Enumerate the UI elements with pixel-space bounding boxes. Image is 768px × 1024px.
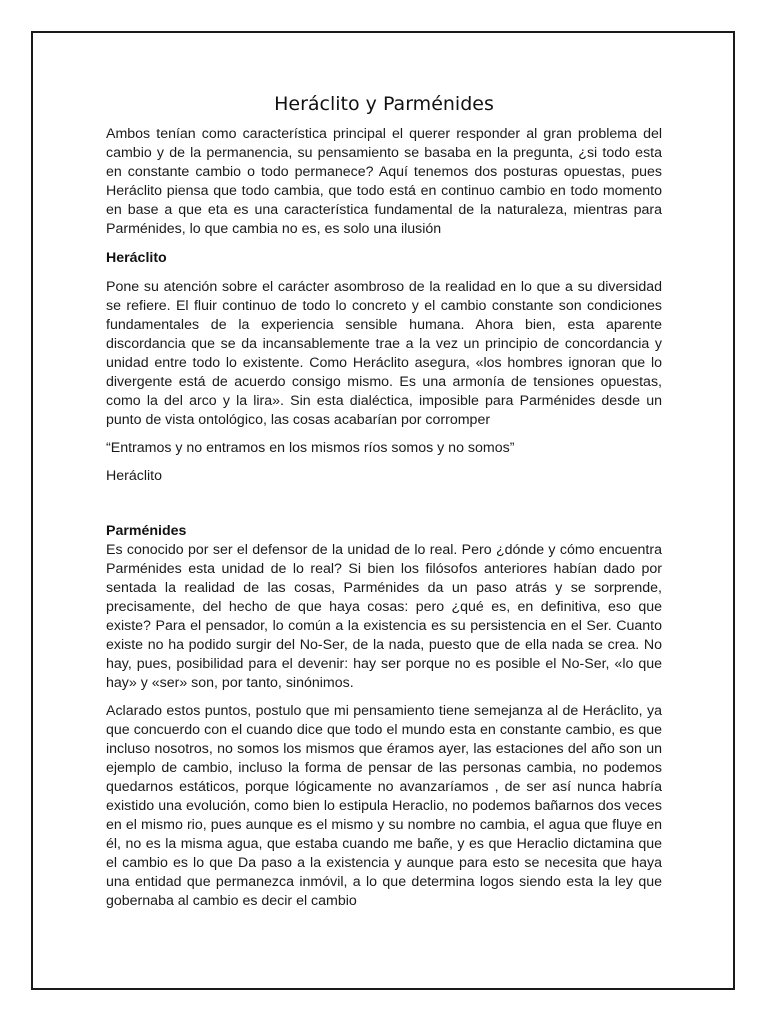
- document-title: Heráclito y Parménides: [274, 93, 494, 115]
- heraclito-heading: Heráclito: [106, 250, 167, 266]
- parmenides-paragraph: Es conocido por ser el defensor de la unidad de lo real. Pero ¿dónde y cómo encuentra Parménides esta unidad de lo real? Si bien los filósofos anteriores habían dado por sentada la realidad de las cosas, Parménides da un paso atrás y se sorprende, precisamente, del hecho de que haya cosas: pero ¿qué es, en definitiva, eso que existe? Para el pensador, lo común a la existencia es su persistencia en el Ser. Cuanto existe no ha podido surgir del No-Ser, de la nada, puesto que de ella nada se crea. No hay, pues, posibilidad para el devenir: hay ser porque no es posible el No-Ser, «lo que hay» y «ser» son, por tanto, sinónimos.: [106, 542, 662, 691]
- parmenides-heading: Parménides: [106, 523, 187, 539]
- heraclito-quote: “Entramos y no entramos en los mismos ríos somos y no somos”: [106, 440, 515, 456]
- heraclito-paragraph: Pone su atención sobre el carácter asombroso de la realidad en lo que a su diversidad se refiere. El fluir continuo de todo lo concreto y el cambio constante son condiciones fundamentales de la experiencia sensible humana. Ahora bien, esta aparente discordancia que se da incansablemente trae a la vez un principio de concordancia y unidad entre todo lo existente. Como Heráclito asegura, «los hombres ignoran que lo divergente está de acuerdo consigo mismo. Es una armonía de tensiones opuestas, como la del arco y la lira». Sin esta dialéctica, imposible para Parménides desde un punto de vista ontológico, las cosas acabarían por corromper: [106, 279, 662, 428]
- intro-paragraph: Ambos tenían como característica principal el querer responder al gran problema del cambio y de la permanencia, su pensamiento se basaba en la pregunta, ¿si todo esta en constante cambio o todo permanece? Aquí tenemos dos posturas opuestas, pues Heráclito piensa que todo cambia, que todo está en continuo cambio en todo momento en base a que eta es una característica fundamental de la naturaleza, mientras para Parménides, lo que cambia no es, es solo una ilusión: [106, 126, 662, 237]
- document-body: [106, 92, 662, 911]
- conclusion-paragraph: Aclarado estos puntos, postulo que mi pensamiento tiene semejanza al de Heráclito, ya que concuerdo con el cuando dice que todo el mundo esta en constante cambio, es que incluso nosotros, no somos los mismos que éramos ayer, las estaciones del año son un ejemplo de cambio, incluso la forma de pensar de las personas cambia, no podemos quedarnos estáticos, porque lógicamente no avanzaríamos , de ser así nunca habría existido una evolución, como bien lo estipula Heraclio, no podemos bañarnos dos veces en el mismo rio, pues aunque es el mismo y su nombre no cambia, el agua que fluye en él, no es la misma agua, que estaba cuando me bañe, y es que Heraclio dictamina que el cambio es lo que Da paso a la existencia y aunque para esto se necesita que haya una entidad que permanezca inmóvil, a lo que determina logos siendo esta la ley que gobernaba al cambio es decir el cambio: [106, 703, 662, 909]
- quote-attribution: Heráclito: [106, 468, 162, 484]
